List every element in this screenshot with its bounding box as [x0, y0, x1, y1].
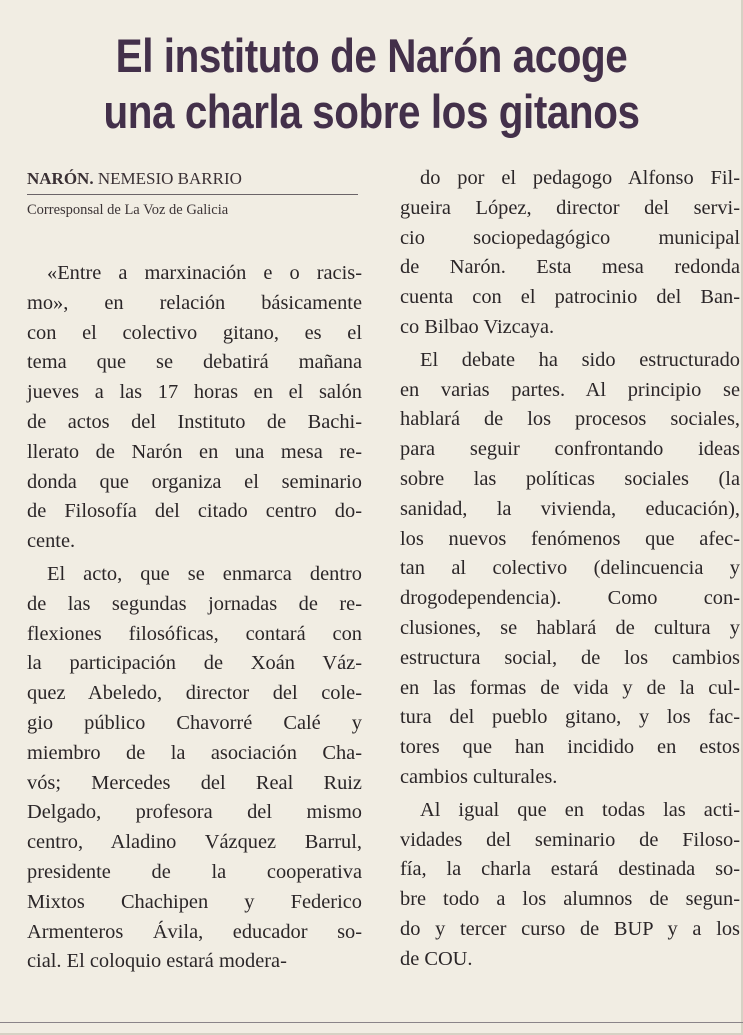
article-line: co Bilbao Vizcaya.: [400, 315, 555, 338]
article-line: de Narón. Esta mesa redonda: [400, 256, 740, 279]
article-line: Armenteros Ávila, educador so-: [27, 920, 362, 943]
article-line: cambios culturales.: [400, 765, 558, 788]
article-line: tura del pueblo gitano, y los fac-: [400, 706, 740, 729]
article-line: Al igual que en todas las acti-: [420, 798, 740, 821]
byline-place: NARÓN.: [27, 169, 94, 188]
article-line: tores que han incidido en estos: [400, 736, 740, 759]
article-line: quez Abeledo, director del cole-: [27, 682, 362, 705]
article-paragraph: [27, 560, 362, 977]
article-line: llerato de Narón en una mesa re-: [27, 440, 362, 463]
article-line: bre todo a los alumnos de segun-: [400, 888, 740, 911]
article-line: flexiones filosóficas, contará con: [27, 622, 362, 645]
article-line: presidente de la cooperativa: [27, 860, 362, 883]
article-line: drogodependencia). Como con-: [400, 587, 740, 610]
article-line: El acto, que se enmarca dentro: [47, 562, 362, 585]
article-line: donda que organiza el seminario: [27, 470, 362, 493]
article-line: cio sociopedagógico municipal: [400, 226, 740, 249]
article-line: tan al colectivo (delincuencia y: [400, 557, 740, 580]
article-line: cuenta con el patrocinio del Ban-: [400, 286, 740, 309]
article-line: centro, Aladino Vázquez Barrul,: [27, 831, 362, 854]
article-paragraph: [400, 796, 740, 975]
article-line: Delgado, profesora del mismo: [27, 801, 362, 824]
article-body-right: [400, 164, 740, 975]
article-line: miembro de la asociación Cha-: [27, 741, 362, 764]
article-line: El debate ha sido estructurado: [420, 348, 740, 371]
article-line: para seguir confrontando ideas: [400, 438, 740, 461]
bottom-rule: [0, 1022, 743, 1023]
article-line: en las formas de vida y de la cul-: [400, 676, 740, 699]
article-line: vidades del seminario de Filoso-: [400, 828, 740, 851]
article-line: en varias partes. Al principio se: [400, 378, 740, 401]
article-line: fía, la charla estará destinada so-: [400, 858, 740, 881]
headline: [52, 28, 691, 140]
article-line: sanidad, la vivienda, educación),: [400, 497, 740, 520]
article-line: de COU.: [400, 947, 473, 970]
article-line: Mixtos Chachipen y Federico: [27, 890, 362, 913]
article-line: estructura social, de los cambios: [400, 646, 740, 669]
headline-line: una charla sobre los gitanos: [103, 85, 640, 138]
article-line: «Entre a marxinación e o racis-: [47, 262, 362, 284]
article-line: clusiones, se hablará de cultura y: [400, 616, 740, 639]
article-line: hablará de los procesos sociales,: [400, 408, 740, 431]
article-line: do por el pedagogo Alfonso Fil-: [420, 167, 740, 189]
article-line: de las segundas jornadas de re-: [27, 592, 362, 615]
article-line: vós; Mercedes del Real Ruiz: [27, 771, 362, 794]
article-line: de Filosofía del citado centro do-: [27, 500, 362, 523]
article-line: mo», en relación básicamente: [27, 291, 362, 314]
article-paragraph: [400, 346, 740, 793]
article-line: los nuevos fenómenos que afec-: [400, 527, 740, 550]
article-line: cente.: [27, 530, 76, 553]
article-line: gueira López, director del servi-: [400, 196, 740, 219]
article-line: tema que se debatirá mañana: [27, 351, 362, 374]
byline-author: NEMESIO BARRIO: [97, 169, 242, 188]
article-line: jueves a las 17 horas en el salón: [27, 381, 362, 404]
byline-role: Corresponsal de La Voz de Galicia: [27, 202, 229, 218]
headline-line: El instituto de Narón acoge: [115, 29, 628, 82]
article-paragraph: [27, 259, 362, 557]
article-column-right: [400, 164, 740, 978]
article-line: la participación de Xoán Váz-: [27, 652, 362, 675]
article-line: con el colectivo gitano, es el: [27, 321, 362, 344]
article-paragraph: [400, 164, 740, 343]
byline: [27, 164, 358, 195]
article-line: gio público Chavorré Calé y: [27, 711, 362, 734]
article-body-left: [27, 259, 362, 977]
article-line: do y tercer curso de BUP y a los: [400, 917, 740, 940]
article-line: sobre las políticas sociales (la: [400, 467, 740, 490]
article-line: cial. El coloquio estará modera-: [27, 950, 287, 973]
article-column-left: [27, 164, 362, 980]
article-line: de actos del Instituto de Bachi-: [27, 410, 362, 433]
